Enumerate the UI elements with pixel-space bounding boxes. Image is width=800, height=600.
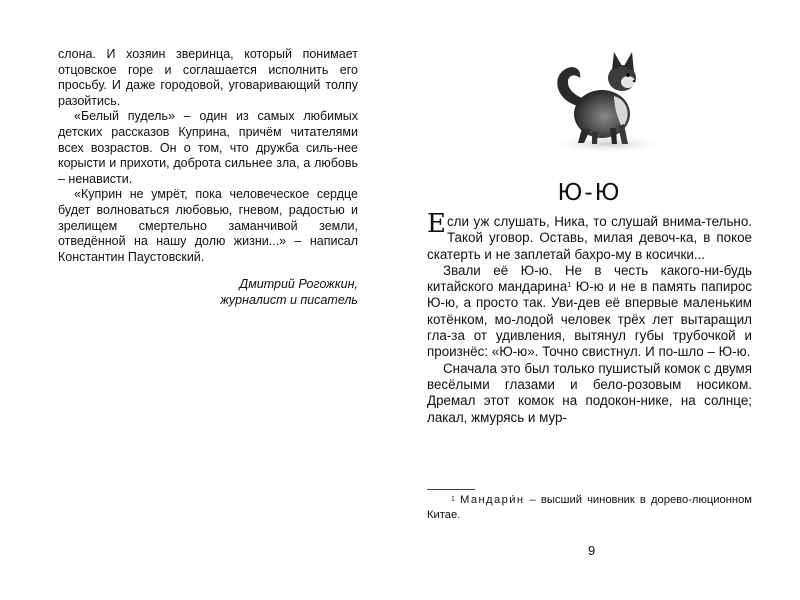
signature bbox=[58, 277, 358, 308]
right-paragraph-1 bbox=[427, 209, 752, 263]
footnote-divider bbox=[427, 489, 475, 490]
left-text-column bbox=[58, 47, 358, 309]
cat-illustration bbox=[548, 44, 668, 156]
footnote-reference: 1 bbox=[567, 282, 572, 290]
drop-cap: Е bbox=[427, 209, 446, 239]
cat-shadow bbox=[556, 136, 660, 152]
signature-author: Дмитрий Рогожкин, bbox=[239, 277, 358, 292]
footnote-mark: 1 bbox=[451, 496, 455, 503]
page-number: 9 bbox=[588, 543, 596, 558]
story-title: Ю-Ю bbox=[557, 180, 622, 206]
right-paragraph-2 bbox=[427, 263, 752, 361]
right-text-column bbox=[427, 209, 752, 426]
left-paragraph-2: «Белый пудель» – один из самых любимых детских рассказов Куприна, причём читателями всех возрастов. Он о том, что дружба силь-нее корысти и прихоти, доброта сильнее зла, а любовь – ненависти. bbox=[58, 109, 358, 186]
left-paragraph-1: слона. И хозяин зверинца, который понимает отцовское горе и соглашается исполнить его просьбу. И даже городовой, уговаривающий толпу разойтись. bbox=[58, 47, 358, 108]
cat-hind-leg-2 bbox=[592, 132, 598, 144]
cat-nose bbox=[633, 80, 636, 83]
left-paragraph-3: «Куприн не умрёт, пока человеческое сердце будет волноваться любовью, гневом, радостью и зрелищем смертельно заманчивой земли, отведённой на нашу долю жизни...» – написал Константин Паустовский. bbox=[58, 187, 358, 264]
right-paragraph-1-text: сли уж слушать, Ника, то слушай внима-тельно. Такой уговор. Оставь, милая девоч-ка, в покое скатерть и не заплетай бахро-му в косички... bbox=[427, 214, 752, 262]
footnote-text: – высший чиновник в дорево-люционном Китае. bbox=[427, 494, 752, 521]
cat-face bbox=[621, 76, 635, 88]
footnote-term: Мандари́н bbox=[460, 494, 525, 506]
right-paragraph-2-part2: Ю-ю и не в память папирос Ю-ю, а просто так. Уви-дев её впервые маленьким котёнком, мо-лодой человек трёх лет вытаращил гла-за от удивления, вытянул губы трубочкой и произнёс: «Ю-ю». Точно свистнул. И по-шло – Ю-ю. bbox=[427, 279, 752, 360]
right-paragraph-2-part1: Звали её Ю-ю. Не в честь какого-ни-будь китайского мандарина bbox=[427, 262, 752, 295]
signature-role: журналист и писатель bbox=[220, 292, 358, 307]
footnote bbox=[427, 493, 752, 523]
right-paragraph-3: Сначала это был только пушистый комок с двумя весёлыми глазами и бело-розовым носиком. Дремал этот комок на подокон-нике, на солнце; лакал, жмурясь и мур- bbox=[427, 360, 752, 425]
cat-eye bbox=[626, 73, 630, 77]
